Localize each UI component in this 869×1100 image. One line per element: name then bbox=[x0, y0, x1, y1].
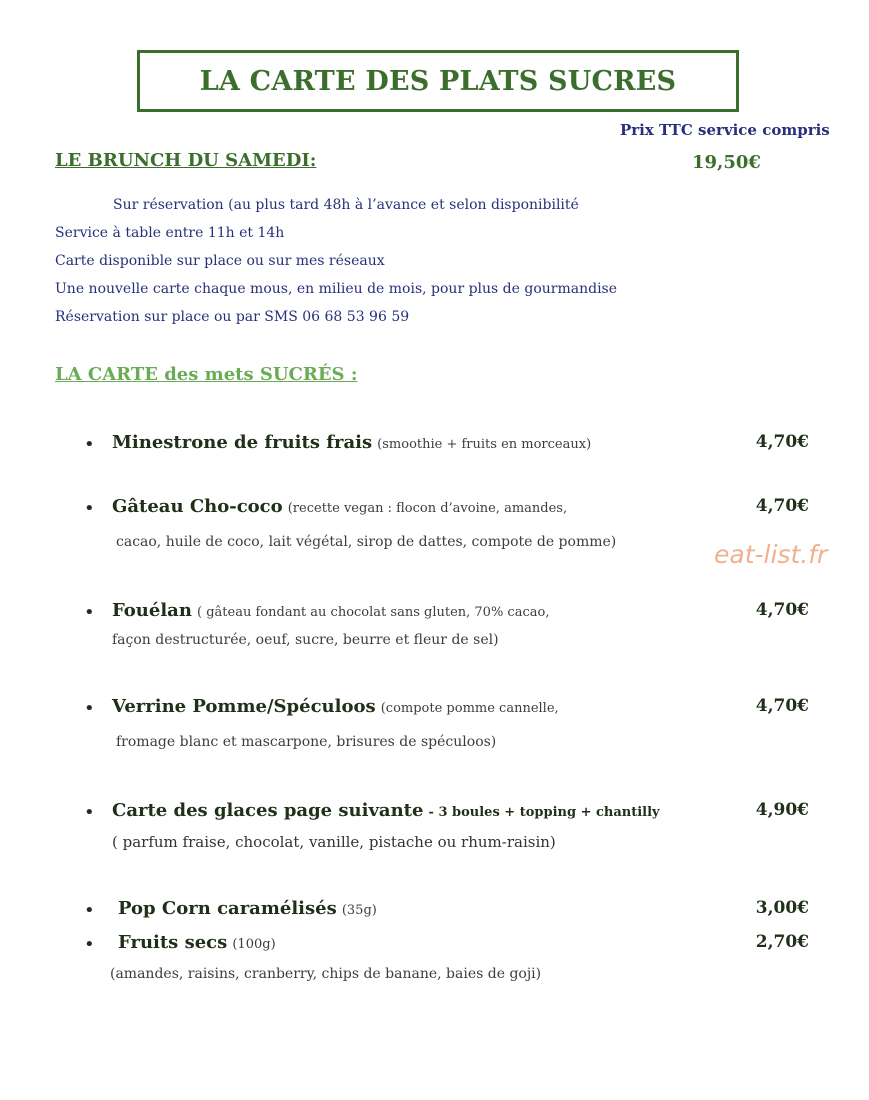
brunch-info-line: Carte disponible sur place ou sur mes réseaux bbox=[55, 253, 385, 269]
menu-item bbox=[84, 898, 809, 928]
item-desc: ( gâteau fondant au chocolat sans gluten, 70% cacao, bbox=[197, 605, 550, 620]
item-name: Minestrone de fruits frais bbox=[112, 432, 373, 453]
menu-item bbox=[84, 496, 809, 550]
bullet-icon: • bbox=[84, 434, 95, 455]
brunch-info-line: Réservation sur place ou par SMS 06 68 53 96 59 bbox=[55, 309, 410, 325]
brunch-price: 19,50€ bbox=[692, 152, 761, 173]
item-price: 2,70€ bbox=[755, 932, 809, 952]
bullet-icon: • bbox=[84, 498, 95, 519]
item-price: 4,90€ bbox=[755, 800, 809, 820]
item-price: 4,70€ bbox=[755, 496, 809, 516]
brunch-info-line: Service à table entre 11h et 14h bbox=[55, 225, 285, 241]
item-name: Verrine Pomme/Spéculoos bbox=[112, 696, 376, 717]
item-desc-cont: (amandes, raisins, cranberry, chips de banane, baies de goji) bbox=[110, 966, 542, 982]
bullet-icon: • bbox=[84, 698, 95, 719]
page-title: LA CARTE DES PLATS SUCRES bbox=[199, 65, 677, 97]
item-desc: - 3 boules + topping + chantilly bbox=[428, 805, 660, 820]
carte-title: LA CARTE des mets SUCRÉS : bbox=[55, 364, 358, 385]
watermark: eat-list.fr bbox=[714, 540, 828, 569]
item-desc: (100g) bbox=[232, 937, 276, 952]
item-desc: (compote pomme cannelle, bbox=[380, 701, 559, 716]
menu-item bbox=[84, 932, 809, 982]
item-price: 3,00€ bbox=[755, 898, 809, 918]
item-name: Gâteau Cho-coco bbox=[112, 496, 283, 517]
bullet-icon: • bbox=[84, 602, 95, 623]
item-desc-cont: fromage blanc et mascarpone, brisures de spéculoos) bbox=[116, 734, 497, 750]
item-desc: (35g) bbox=[341, 903, 377, 918]
menu-item bbox=[84, 696, 809, 750]
item-name: Fouélan bbox=[112, 600, 192, 621]
item-desc-cont: cacao, huile de coco, lait végétal, sirop de dattes, compote de pomme) bbox=[116, 534, 617, 550]
item-price: 4,70€ bbox=[755, 432, 809, 452]
menu-item bbox=[84, 600, 809, 648]
item-desc-cont: façon destructurée, oeuf, sucre, beurre et fleur de sel) bbox=[112, 632, 499, 648]
menu-item bbox=[84, 432, 809, 462]
item-name: Carte des glaces page suivante bbox=[112, 800, 424, 821]
title-box bbox=[137, 50, 739, 112]
item-desc: (smoothie + fruits en morceaux) bbox=[377, 437, 592, 452]
brunch-info bbox=[55, 191, 617, 331]
item-name: Pop Corn caramélisés bbox=[118, 898, 337, 919]
item-desc-cont: ( parfum fraise, chocolat, vanille, pistache ou rhum-raisin) bbox=[112, 833, 556, 851]
brunch-title: LE BRUNCH DU SAMEDI: bbox=[55, 150, 317, 171]
price-note: Prix TTC service compris bbox=[620, 121, 830, 139]
brunch-info-line: Sur réservation (au plus tard 48h à l’avance et selon disponibilité bbox=[113, 197, 579, 213]
bullet-icon: • bbox=[84, 802, 95, 823]
item-desc: (recette vegan : flocon d’avoine, amandes, bbox=[287, 501, 568, 516]
menu-item bbox=[84, 800, 809, 851]
brunch-info-line: Une nouvelle carte chaque mous, en milieu de mois, pour plus de gourmandise bbox=[55, 281, 618, 297]
item-name: Fruits secs bbox=[118, 932, 228, 953]
item-price: 4,70€ bbox=[755, 696, 809, 716]
item-price: 4,70€ bbox=[755, 600, 809, 620]
bullet-icon: • bbox=[84, 934, 95, 955]
bullet-icon: • bbox=[84, 900, 95, 921]
